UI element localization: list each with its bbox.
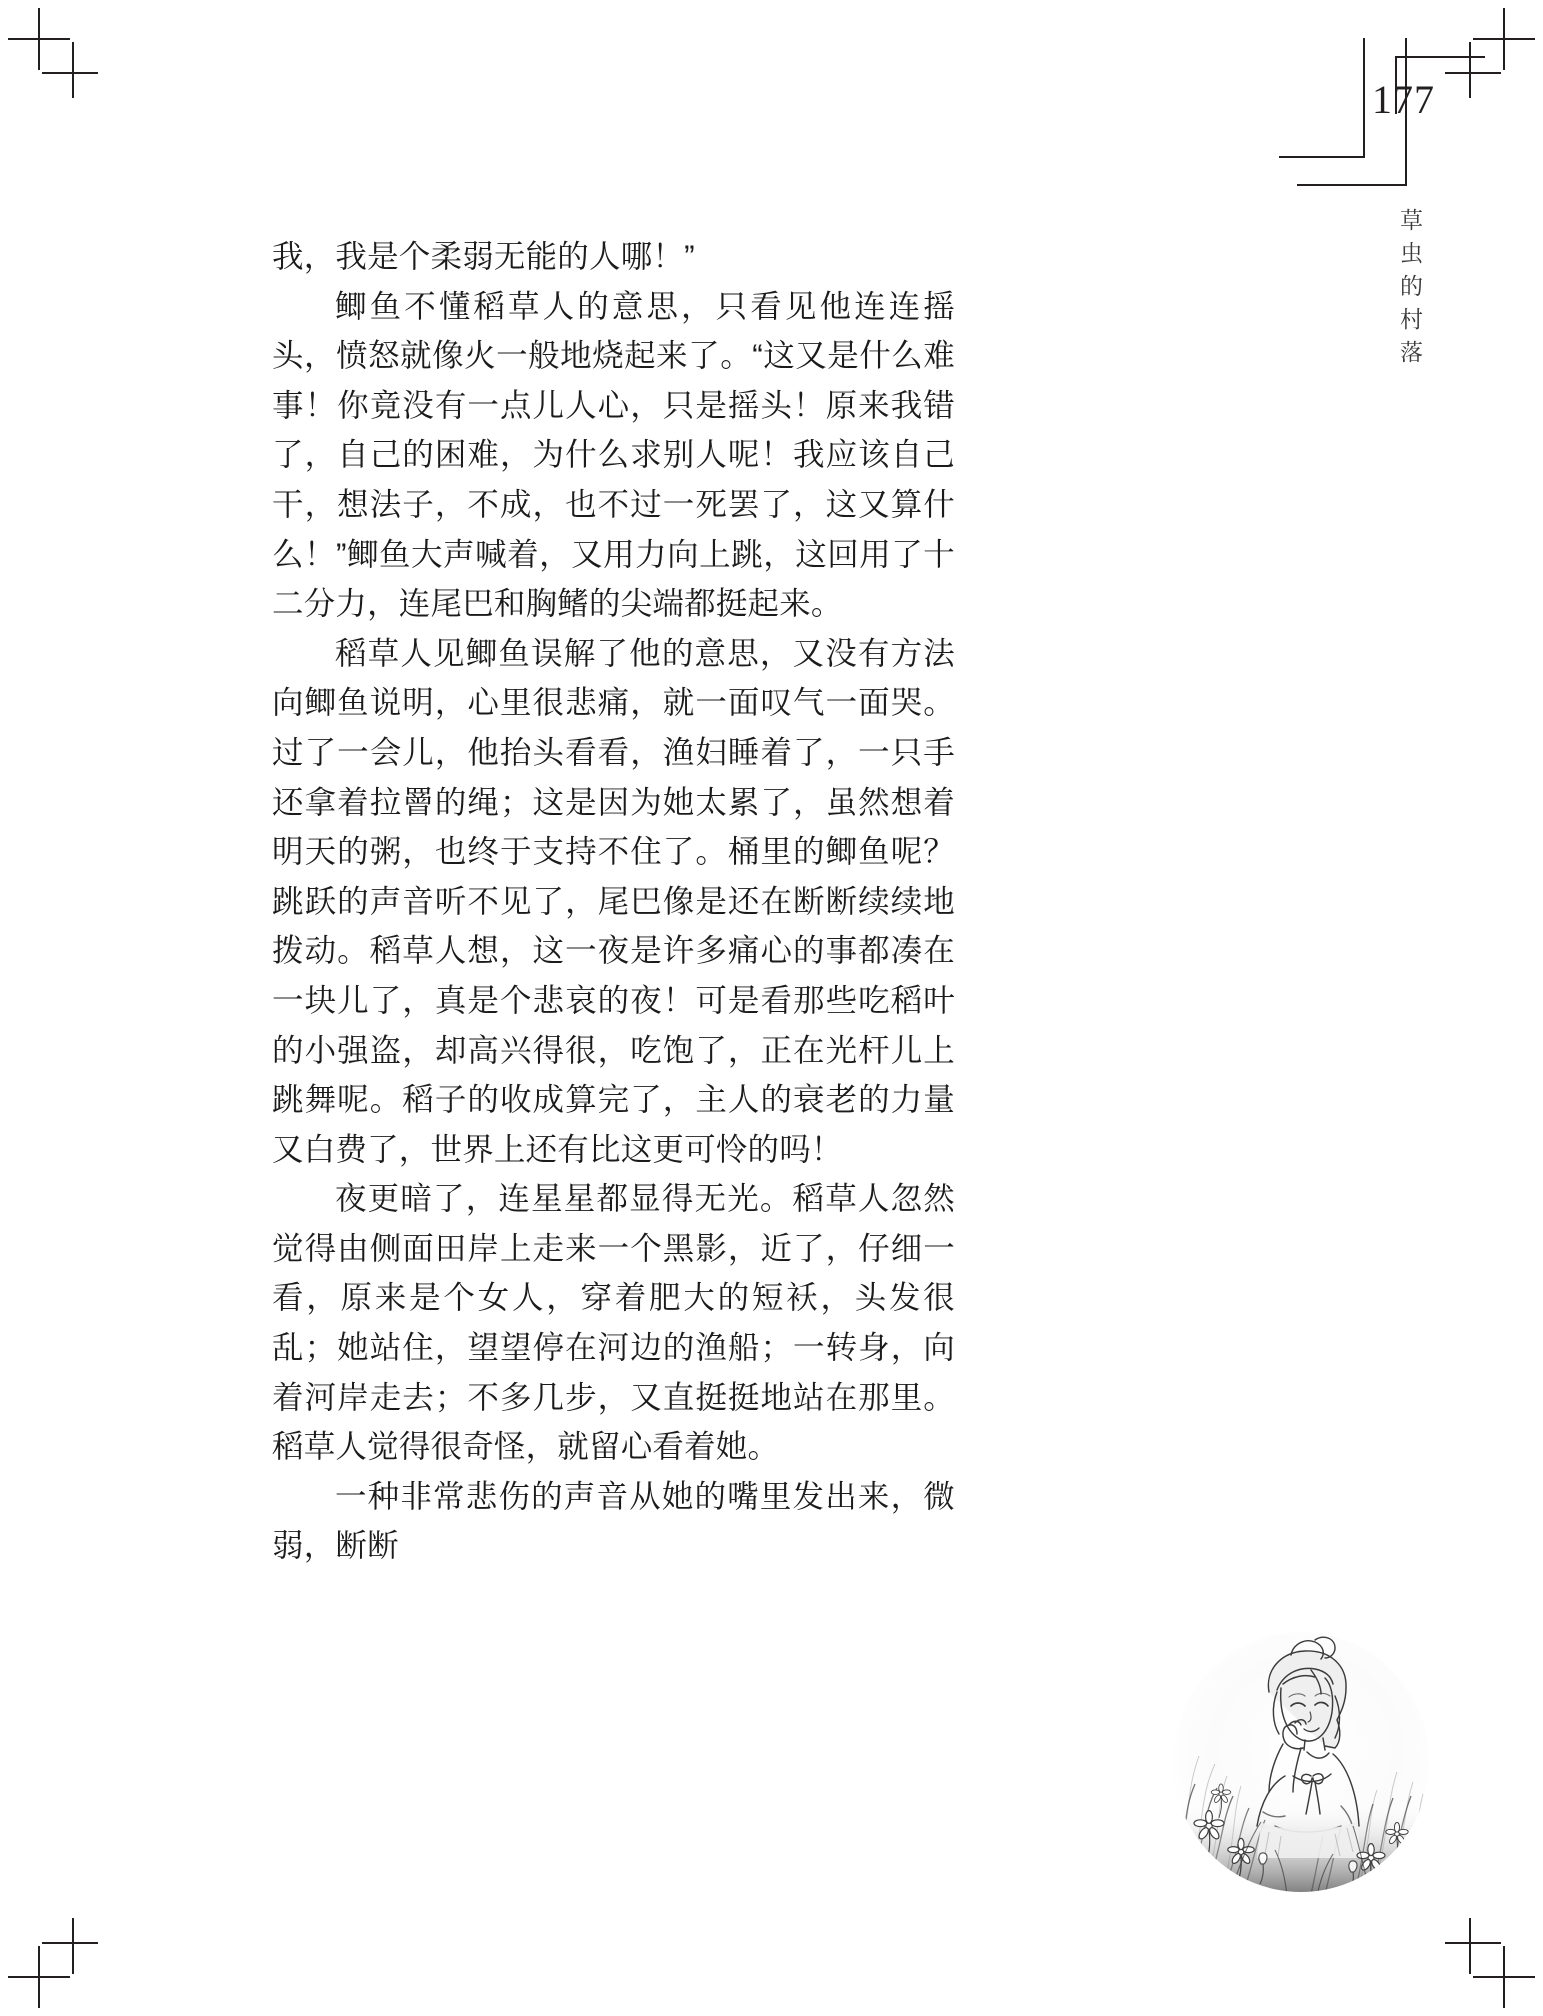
paragraph: 一种非常悲伤的声音从她的嘴里发出来，微弱，断断 [272,1477,955,1564]
paragraph: 夜更暗了，连星星都显得无光。稻草人忽然觉得由侧面田岸上走来一个黑影，近了，仔细一看，原来是个女人，穿着肥大的短袄，头发很乱；她站住，望望停在河边的渔船；一转身，向着河岸走去；不多几步，又直挺挺地站在那里。稻草人觉得很奇怪，就留心看着她。 [272,1180,955,1465]
paragraph: 鲫鱼不懂稻草人的意思，只看见他连连摇头，愤怒就像火一般地烧起来了。“这又是什么难事！你竟没有一点儿人心，只是摇头！原来我错了，自己的困难，为什么求别人呢！我应该自己干，想法子，不成，也不过一死罢了，这又算什么！”鲫鱼大声喊着，又用力向上跳，这回用了十二分力，连尾巴和胸鳍的尖端都挺起来。 [272,287,955,622]
folio-ornament [1275,18,1485,228]
body-text-column [272,232,955,1571]
crop-mark-top-left-icon [8,8,98,98]
paragraph: 稻草人见鲫鱼误解了他的意思，又没有方法向鲫鱼说明，心里很悲痛，就一面叹气一面哭。过了一会儿，他抬头看看，渔妇睡着了，一只手还拿着拉罾的绳；这是因为她太累了，虽然想着明天的粥，也终于支持不住了。桶里的鲫鱼呢？跳跃的声音听不见了，尾巴像是还在断断续续地拨动。稻草人想，这一夜是许多痛心的事都凑在一块儿了，真是个悲哀的夜！可是看那些吃稻叶的小强盗，却高兴得很，吃饱了，正在光杆儿上跳舞呢。稻子的收成算完了，主人的衰老的力量又白费了，世界上还有比这更可怜的吗！ [272,634,955,1167]
crop-mark-bottom-left-icon [8,1918,98,2008]
running-head: 草虫的村落 [1397,208,1422,373]
paragraph: 我，我是个柔弱无能的人哪！” [272,238,695,274]
page-number: 177 [1372,77,1435,122]
illustration-svg [1165,1626,1435,1896]
crop-mark-bottom-right-icon [1445,1918,1535,2008]
girl-with-flowers-illustration [1165,1626,1435,1896]
